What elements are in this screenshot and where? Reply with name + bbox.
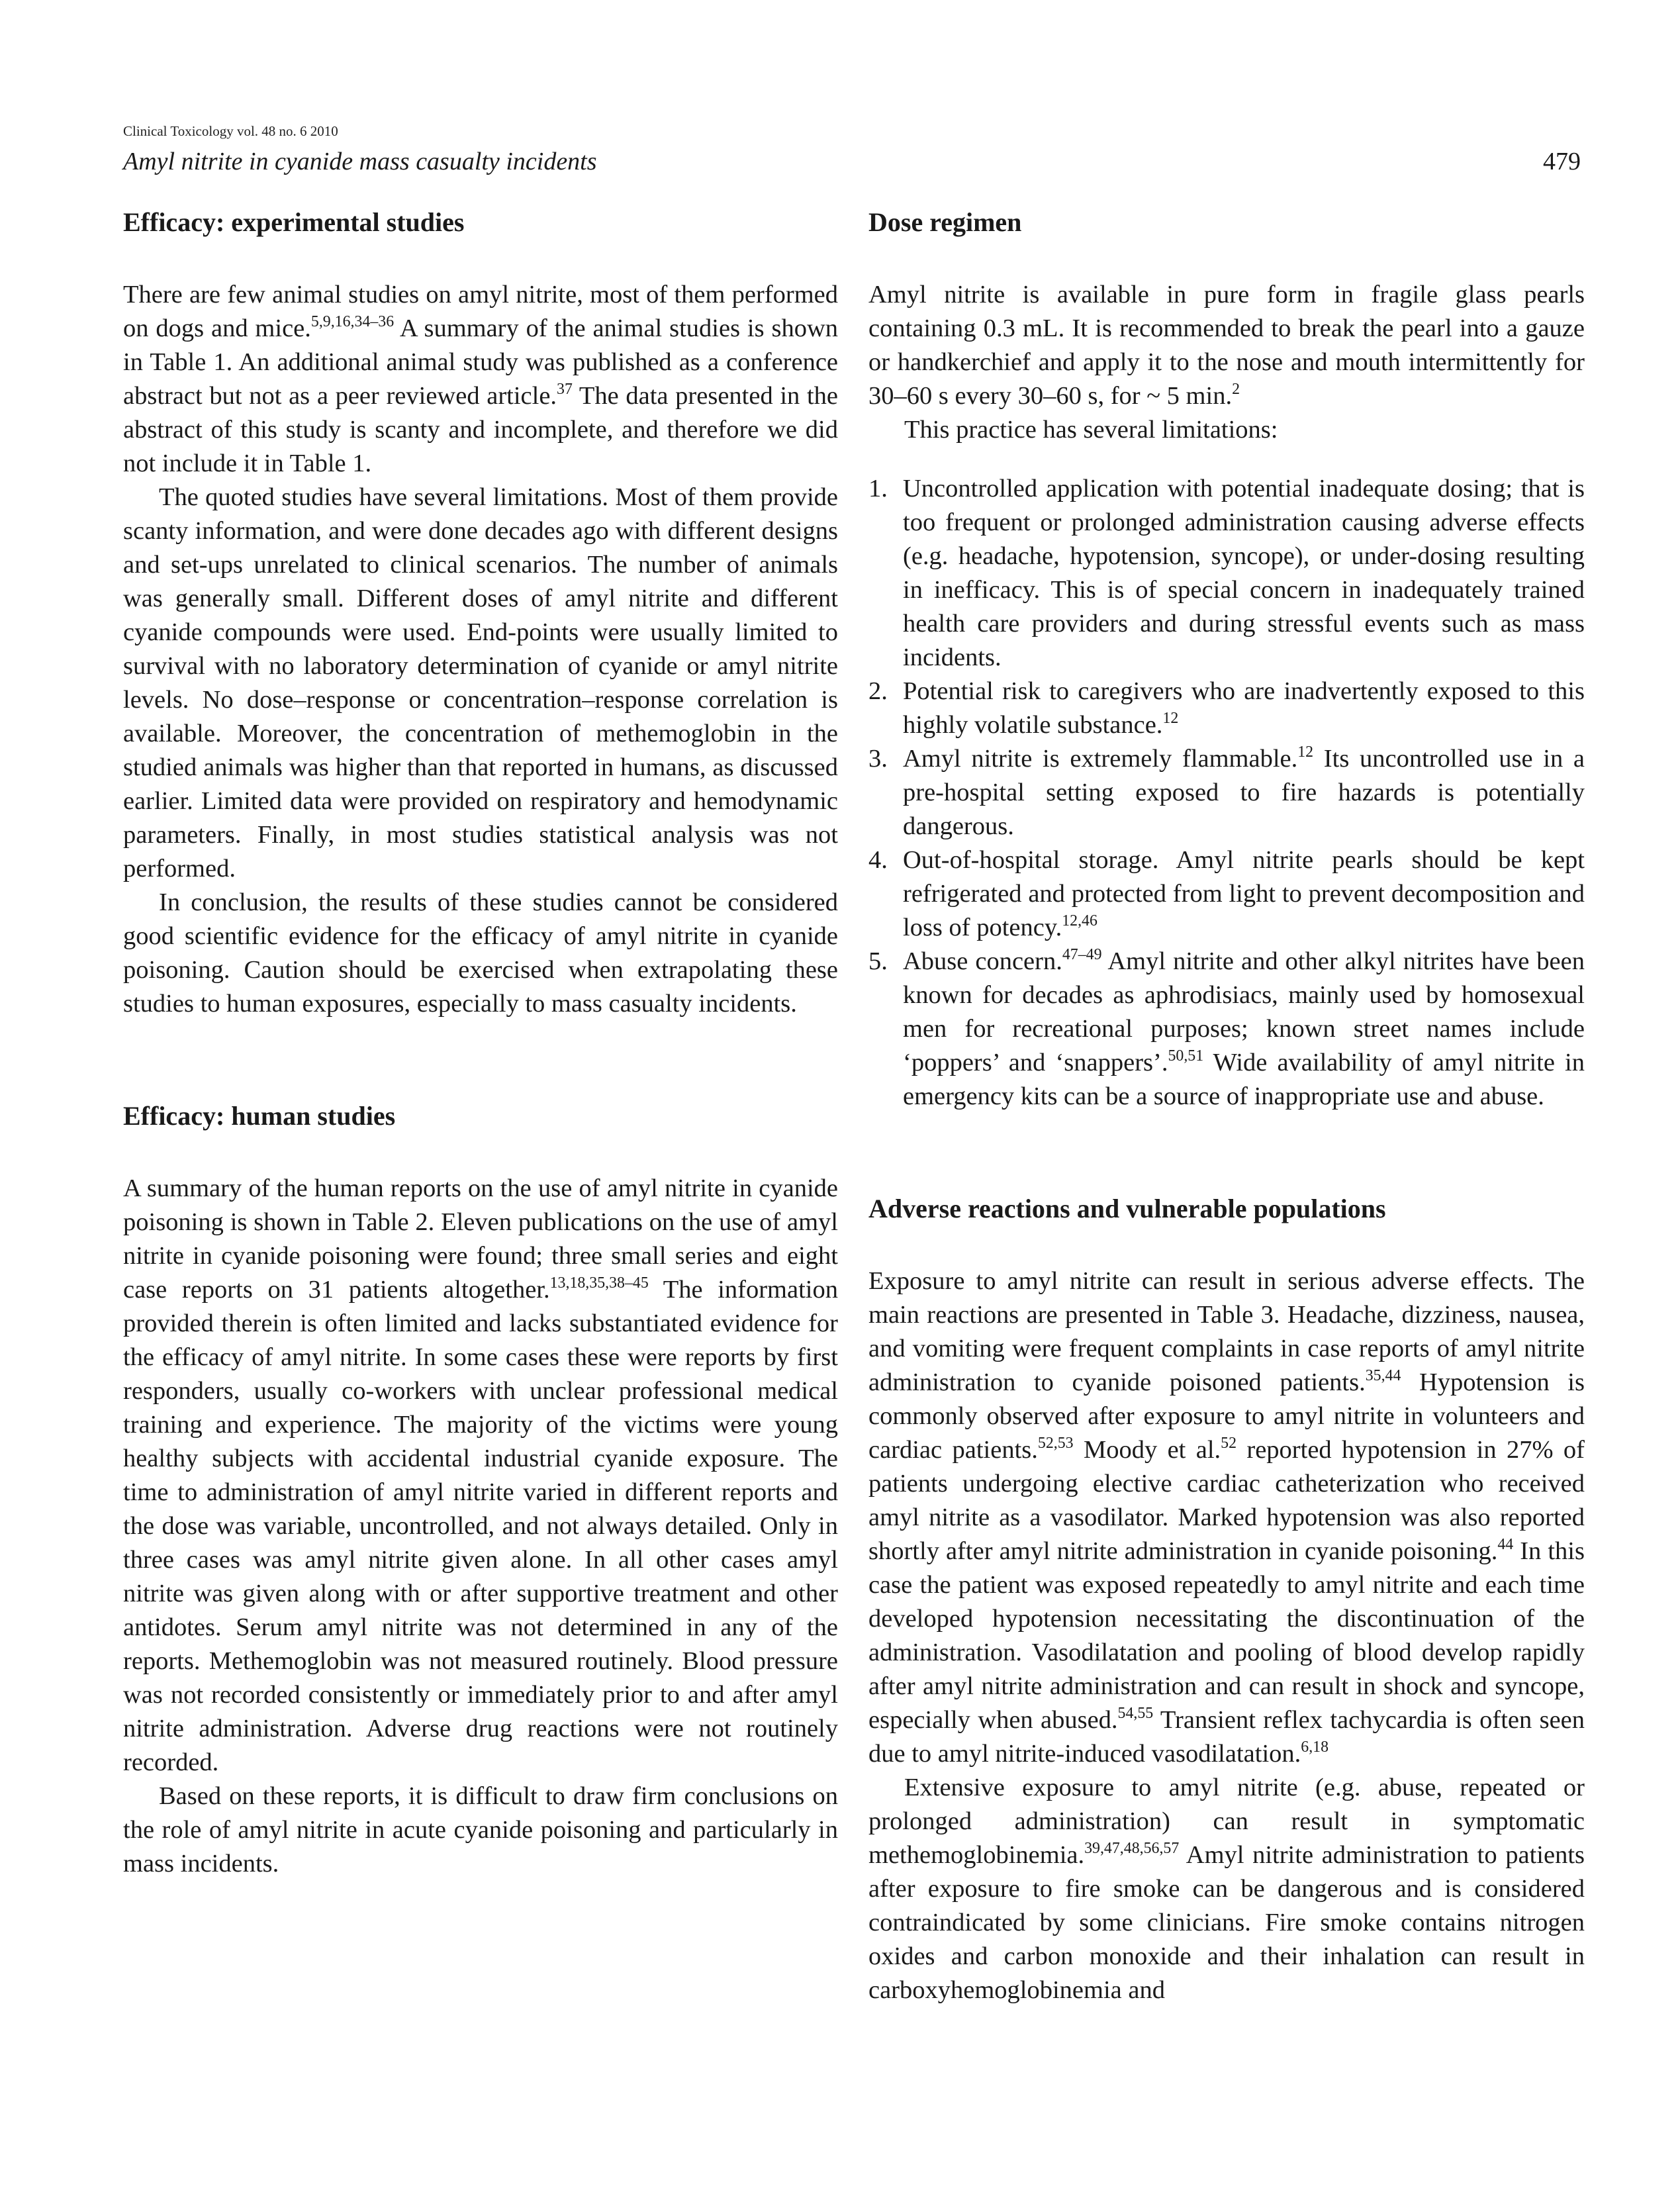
paragraph: Based on these reports, it is difficult to draw firm conclusions on the role of amyl nitrite in acute cyanide poisoning and particularly in mass incidents. [123,1782,838,1878]
list-item: 5. Abuse concern.$^{47-49}$ Amyl nitrite and other alkyl nitrites have been known for decades as aphrodisiacs, mainly used by homosexual men for recreational purposes; known street names include ‘poppers’ and ‘snappers’.$^{50,51}$ Wide availability of amyl nitrite in emergency kits can be a source of inappropriate use and abuse. [868,946,1585,1110]
heading-experimental-studies: Efficacy: experimental studies [123,207,465,237]
paragraph: This practice has several limitations: [904,416,1278,444]
citation: 35,44 [1365,1367,1401,1385]
citation: 37 [557,381,573,399]
running-title: Amyl nitrite in cyanide mass casualty incidents [123,148,597,175]
list-item: 4. Out-of-hospital storage. Amyl nitrite pearls should be kept refrigerated and protected from light to prevent decomposition and loss of potency.$^{12,46}$ [868,846,1585,941]
citation: 52 [1221,1435,1237,1452]
limitations-list [868,472,1585,1114]
paragraph: Amyl nitrite is available in pure form in fragile glass pearls containing 0.3 mL. It is recommended to break the pearl into a gauze or handkerchief and apply it to the nose and mouth intermittently for 30–60 s every 30–60 s, for ~ 5 min.$^2$ [868,281,1585,410]
page-number: 479 [1543,148,1581,175]
paragraph: The quoted studies have several limitations. Most of them provide scanty information, and were done decades ago with different designs and set-ups unrelated to clinical scenarios. The number of animals was generally small. Different doses of amyl nitrite and different cyanide compounds were used. End-points were usually limited to survival with no laboratory determination of cyanide or amyl nitrite levels. No dose–response or concentration–response correlation is available. Moreover, the concentration of methemoglobin in the studied animals was higher than that reported in humans, as discussed earlier. Limited data were provided on respiratory and hemodynamic parameters. Finally, in most studies statistical analysis was not performed. [123,483,838,882]
citation: 44 [1497,1536,1514,1554]
citation: 52,53 [1037,1435,1074,1452]
paragraph: Exposure to amyl nitrite can result in serious adverse effects. The main reactions are presented in Table 3. Headache, dizziness, nausea, and vomiting were frequent complaints in case reports of amyl nitrite administration to cyanide poisoned patients.$^{35,44}$ Hypotension is commonly observed after exposure to amyl nitrite in volunteers and cardiac patients.$^{52,53}$ Moody et al.$^{52}$ reported hypotension in 27% of patients undergoing elective cardiac catheterization who received amyl nitrite as a vasodilator. Marked hypotension was also reported shortly after amyl nitrite administration in cyanide poisoning.$^{44}$ In this case the patient was exposed repeatedly to amyl nitrite and each time developed hypotension necessitating the discontinuation of the administration. Vasodilatation and pooling of blood develop rapidly after amyl nitrite administration and can result in shock and syncope, especially when abused.$^{54,55}$ Transient reflex tachycardia is often seen due to amyl nitrite-induced vasodilatation.$^{6,18}$ [868,1267,1585,1768]
list-item: 3. Amyl nitrite is extremely flammable.$^{12}$ Its uncontrolled use in a pre-hospital setting exposed to fire hazards is potentially dangerous. [868,743,1585,840]
citation: 13,18,35,38–45 [549,1274,649,1292]
heading-human-studies: Efficacy: human studies [123,1101,396,1131]
heading-adverse-reactions: Adverse reactions and vulnerable populations [868,1194,1386,1223]
journal-citation: Clinical Toxicology vol. 48 no. 6 2010 [123,123,338,139]
citation: 54,55 [1117,1705,1154,1723]
right-column [868,205,1585,2007]
heading-dose-regimen: Dose regimen [868,207,1022,237]
list-item: 2. Potential risk to caregivers who are inadvertently exposed to this highly volatile substance.$^{12}$ [868,677,1585,739]
citation: 47–49 [1062,946,1102,964]
citation: 12 [1297,743,1314,761]
paragraph: In conclusion, the results of these studies cannot be considered good scientific evidence for the efficacy of amyl nitrite in cyanide poisoning. Caution should be exercised when extrapolating these studies to human exposures, especially to mass casualty incidents. [123,888,838,1018]
list-item: 1. Uncontrolled application with potential inadequate dosing; that is too frequent or prolonged administration causing adverse effects (e.g. headache, hypotension, syncope), or under-dosing resulting in inefficacy. This is of special concern in inadequately trained health care providers and during stressful events such as mass incidents. [868,475,1585,671]
citation: 12,46 [1062,912,1097,930]
left-column [123,205,838,1881]
citation: 6,18 [1301,1738,1329,1756]
paragraph: There are few animal studies on amyl nitrite, most of them performed on dogs and mice.$^{5,9,16,34-36}$ A summary of the animal studies is shown in Table 1. An additional animal study was published as a conference abstract but not as a peer reviewed article.$^{37}$ The data presented in the abstract of this study is scanty and incomplete, and therefore we did not include it in Table 1. [123,281,839,477]
paragraph: Extensive exposure to amyl nitrite (e.g. abuse, repeated or prolonged administration) can result in symptomatic methemoglobinemia.$^{39,47,48,56,57}$ Amyl nitrite administration to patients after exposure to fire smoke can be dangerous and is considered contraindicated by some clinicians. Fire smoke contains nitrogen oxides and carbon monoxide and their inhalation can result in carboxyhemoglobinemia and [868,1774,1585,2004]
citation: 5,9,16,34–36 [310,313,395,331]
citation: 2 [1232,381,1240,399]
citation: 12 [1162,710,1179,728]
citation: 50,51 [1168,1047,1204,1065]
paragraph: A summary of the human reports on the use of amyl nitrite in cyanide poisoning is shown in Table 2. Eleven publications on the use of amyl nitrite in cyanide poisoning were found; three small series and eight case reports on 31 patients altogether.$^{13,18,35,38-45}$ The information provided therein is often limited and lacks substantiated evidence for the efficacy of amyl nitrite. In some cases these were reports by first responders, usually co-workers with unclear professional medical training and experience. The majority of the victims were young healthy subjects with accidental industrial cyanide exposure. The time to administration of amyl nitrite varied in different reports and the dose was variable, uncontrolled, and not always detailed. Only in three cases was amyl nitrite given alone. In all other cases amyl nitrite was given along with or after supportive treatment and other antidotes. Serum amyl nitrite was not determined in any of the reports. Methemoglobin was not measured routinely. Blood pressure was not recorded consistently or immediately prior to and after amyl nitrite administration. Adverse drug reactions were not routinely recorded. [123,1174,838,1776]
citation: 39,47,48,56,57 [1084,1840,1180,1858]
